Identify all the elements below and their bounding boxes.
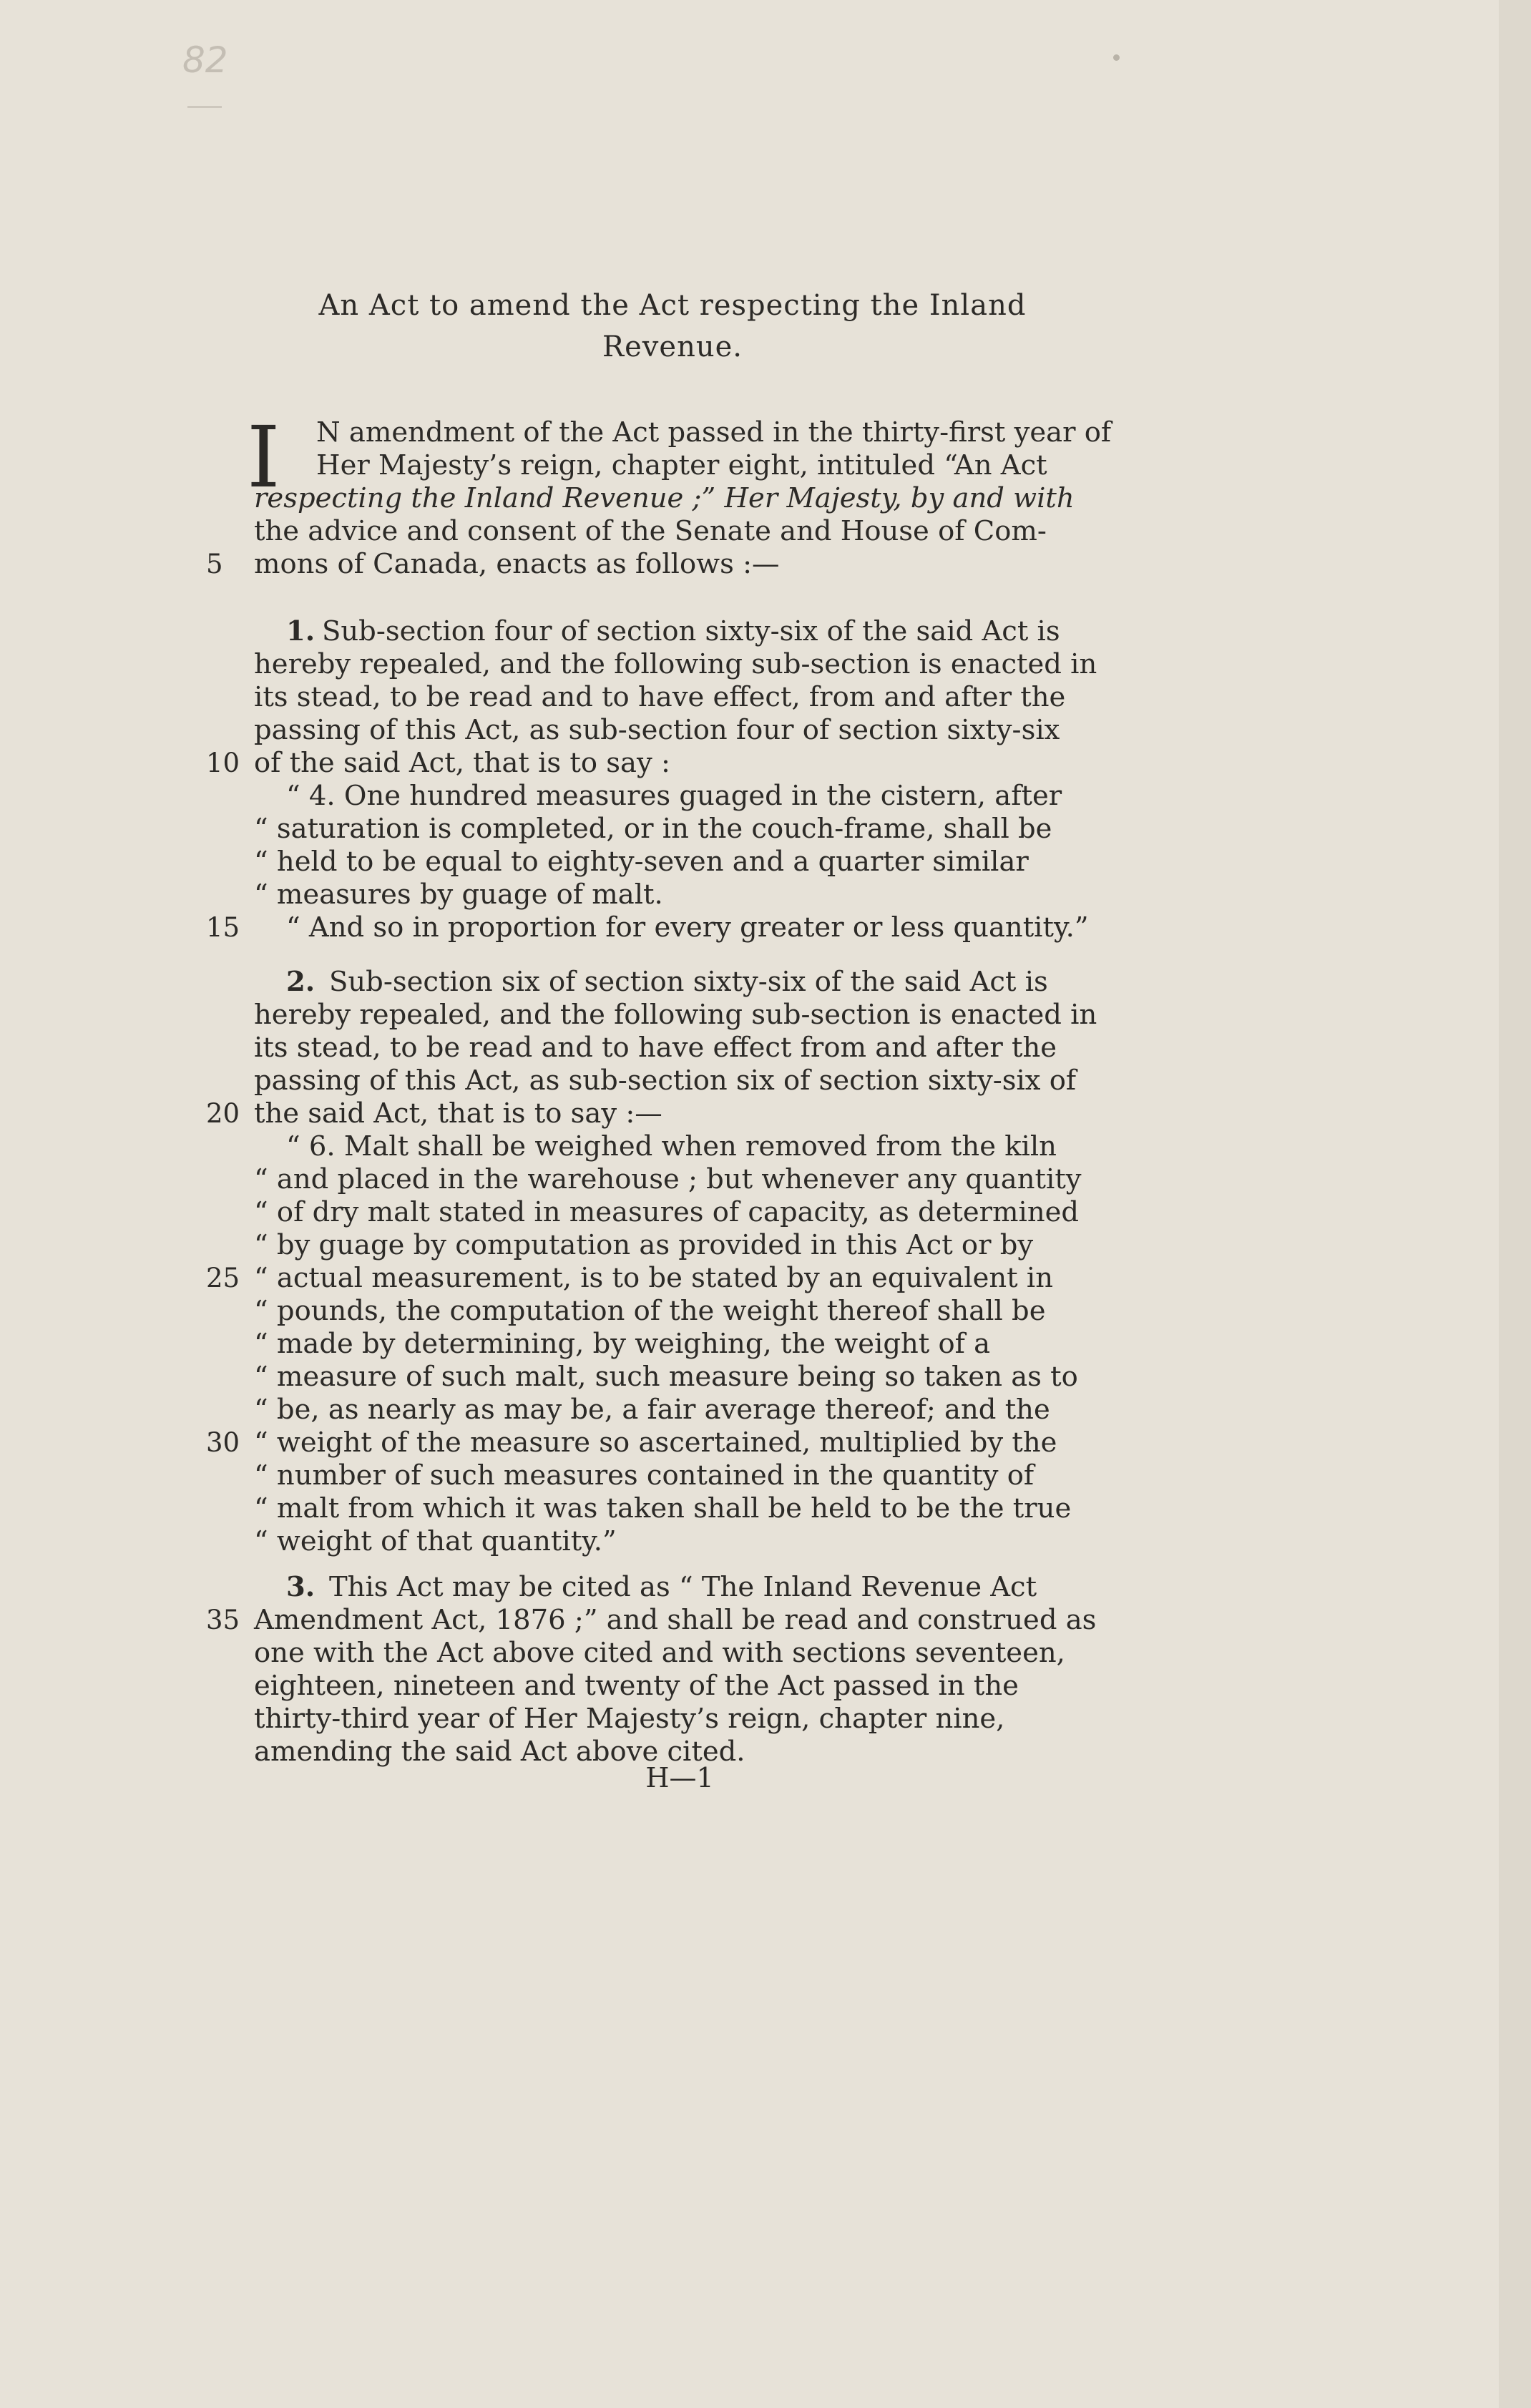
preamble-line-2: Her Majesty’s reign, chapter eight, intituled “An Act [316, 449, 1047, 481]
section-1-line-4: passing of this Act, as sub-section four of section sixty-six [254, 714, 1060, 746]
section-2-line-2: hereby repealed, and the following sub-section is enacted in [254, 999, 1097, 1031]
act-title [243, 285, 1102, 368]
preamble-line-5: mons of Canada, enacts as follows :— [254, 548, 780, 580]
preamble-line-3: respecting the Inland Revenue ;” Her Majesty, by and with [254, 482, 1075, 514]
line-number-10: 10 [206, 748, 240, 778]
section-3-num: 3. [286, 1571, 316, 1603]
section-2-line-17: “ malt from which it was taken shall be held to be the true [254, 1492, 1072, 1524]
section-3-line-3: one with the Act above cited and with sections seventeen, [254, 1637, 1065, 1669]
title-line-2: Revenue. [602, 331, 743, 363]
line-number-25: 25 [206, 1263, 240, 1293]
section-2-line-4: passing of this Act, as sub-section six of section sixty-six of [254, 1064, 1077, 1097]
preamble-line-4: the advice and consent of the Senate and House of Com- [254, 515, 1047, 547]
section-2-line-16: “ number of such measures contained in the quantity of [254, 1459, 1034, 1492]
section-2-line-10: “ actual measurement, is to be stated by an equivalent in [254, 1262, 1053, 1294]
section-2-num: 2. [286, 966, 316, 998]
line-number-20: 20 [206, 1098, 240, 1129]
section-2-line-12: “ made by determining, by weighing, the weight of a [254, 1328, 991, 1360]
section-3-line-5: thirty-third year of Her Majesty’s reign, chapter nine, [254, 1703, 1005, 1735]
section-2-line-18: “ weight of that quantity.” [254, 1525, 617, 1557]
page-edge [1499, 0, 1531, 2408]
section-3-line-6: amending the said Act above cited. [254, 1736, 745, 1768]
section-2-line-7: “ and placed in the warehouse ; but whenever any quantity [254, 1163, 1082, 1195]
signature-code: H—1 [645, 1762, 714, 1793]
section-2-line-9: “ by guage by computation as provided in this Act or by [254, 1229, 1034, 1261]
line-number-15: 15 [206, 912, 240, 943]
drop-cap: I [247, 408, 280, 506]
line-number-35: 35 [206, 1605, 240, 1635]
section-1-line-7: “ saturation is completed, or in the couch-frame, shall be [254, 813, 1052, 845]
section-1-num: 1. [286, 615, 316, 647]
section-1-line-10: “ And so in proportion for every greater or less quantity.” [286, 911, 1089, 944]
section-2-line-13: “ measure of such malt, such measure being so taken as to [254, 1361, 1078, 1393]
section-3-line-2: Amendment Act, 1876 ;” and shall be read and construed as [254, 1604, 1097, 1636]
section-2-line-11: “ pounds, the computation of the weight thereof shall be [254, 1295, 1046, 1327]
section-1-line-8: “ held to be equal to eighty-seven and a quarter similar [254, 846, 1029, 878]
section-1-line-3: its stead, to be read and to have effect, from and after the [254, 681, 1066, 713]
title-line-1: An Act to amend the Act respecting the Inland [318, 289, 1027, 322]
pencil-underline [187, 106, 222, 108]
section-3-line-4: eighteen, nineteen and twenty of the Act passed in the [254, 1670, 1019, 1702]
section-2-line-8: “ of dry malt stated in measures of capacity, as determined [254, 1196, 1080, 1228]
section-1-line-9: “ measures by guage of malt. [254, 878, 663, 911]
section-2-line-1: Sub-section six of section sixty-six of the said Act is [329, 966, 1048, 998]
section-2-line-14: “ be, as nearly as may be, a fair average thereof; and the [254, 1394, 1050, 1426]
section-1-line-5: of the said Act, that is to say : [254, 747, 670, 779]
section-1-line-1: Sub-section four of section sixty-six of the said Act is [322, 615, 1060, 647]
section-2-line-15: “ weight of the measure so ascertained, multiplied by the [254, 1426, 1057, 1459]
pencil-annotation: 82 [182, 39, 228, 81]
line-number-5: 5 [206, 549, 223, 579]
section-2-line-5: the said Act, that is to say :— [254, 1097, 662, 1130]
section-3-line-1: This Act may be cited as “ The Inland Revenue Act [329, 1571, 1037, 1603]
section-2-line-3: its stead, to be read and to have effect from and after the [254, 1032, 1057, 1064]
section-2-line-6: “ 6. Malt shall be weighed when removed from the kiln [286, 1130, 1057, 1163]
section-1-line-6: “ 4. One hundred measures guaged in the cistern, after [286, 780, 1062, 812]
section-1-line-2: hereby repealed, and the following sub-section is enacted in [254, 648, 1097, 680]
preamble-line-1: N amendment of the Act passed in the thirty-first year of [316, 416, 1112, 449]
line-number-30: 30 [206, 1427, 240, 1458]
paper-speck [1113, 54, 1120, 61]
